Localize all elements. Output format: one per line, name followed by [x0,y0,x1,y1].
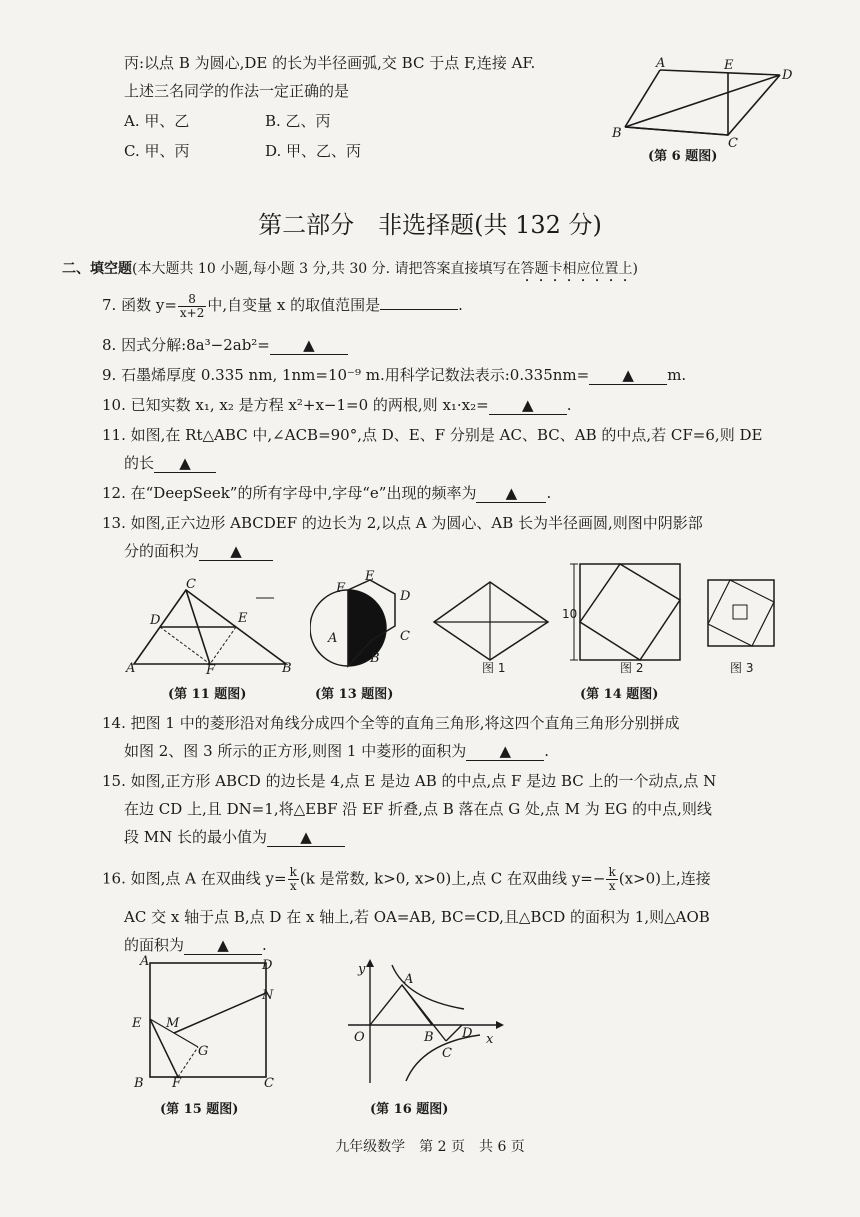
fig13-label-c: C [400,629,410,644]
question-12: 12. 在“DeepSeek”的所有字母中,字母“e”出现的频率为 ▲ . [102,484,552,502]
q16-frac2-den: x [608,879,616,893]
question-15-line2: 在边 CD 上,且 DN=1,将△EBF 沿 EF 折叠,点 B 落在点 G 处,点 M 为 EG 的中点,则线 [124,800,712,818]
fig14-label-1: 图 1 [482,661,506,675]
q16-text-e: 的面积为 [124,936,185,954]
section-note-emphasis: 答题卡相应位置上 [520,261,633,277]
question-10: 10. 已知实数 x₁, x₂ 是方程 x²+x−1=0 的两根,则 x₁·x₂= ▲ . [102,396,572,414]
fig16-caption: (第 16 题图) [370,1102,449,1117]
q16-frac1-den: x [289,879,297,893]
fig11-triangle [120,576,300,676]
q7-text-a: 7. 函数 y= [102,296,177,314]
q9-answer-blank[interactable]: ▲ [589,367,667,385]
q8-text: 8. 因式分解:8a³−2ab²= [102,336,270,354]
fig11-label-d: D [150,613,161,628]
q13-answer-blank[interactable]: ▲ [199,543,273,561]
q8-answer-blank[interactable]: ▲ [270,337,348,355]
fig13-label-b: B [370,651,380,666]
fig14-side-length: 10 [562,607,578,621]
fig6-caption: (第 6 题图) [648,149,718,164]
q6-option-c: C. 甲、丙 [124,142,190,160]
q11-text-b: 的长 [124,454,155,472]
q14-text-b: 如图 2、图 3 所示的正方形,则图 1 中菱形的面积为 [124,742,467,760]
fig15-label-f: F [172,1076,182,1091]
part2-title: 第二部分 非选择题(共 132 分) [258,211,602,239]
fig14-label-2: 图 2 [620,661,644,675]
q7-denominator: x+2 [179,305,205,320]
section-note-end: ) [632,261,638,277]
fig11-label-f: F [206,663,216,676]
q9-text-a: 9. 石墨烯厚度 0.335 nm, 1nm=10⁻⁹ m.用科学记数法表示:0.335nm= [102,366,590,384]
fig16-label-c: C [442,1046,452,1061]
q13-text-b: 分的面积为 [124,542,200,560]
q14-answer-blank[interactable]: ▲ [466,743,544,761]
question-11-line1: 11. 如图,在 Rt△ABC 中,∠ACB=90°,点 D、E、F 分别是 AC、BC、AB 的中点,若 CF=6,则 DE [102,426,763,444]
fig6-label-e: E [724,58,734,73]
question-8 [102,334,348,356]
fig6-parallelogram [600,55,820,150]
fig15-caption: (第 15 题图) [160,1102,239,1117]
fig6-label-c: C [728,136,738,150]
question-15-line3 [124,826,345,848]
fig11-label-a: A [126,661,136,676]
q6-option-a: A. 甲、乙 [124,112,190,130]
fig16-label-y: y [358,962,366,977]
fig16-label-d: D [462,1026,473,1041]
fig15-label-d: D [262,958,273,973]
page-footer: 九年级数学 第 2 页 共 6 页 [335,1139,525,1155]
section-instructions [62,258,638,285]
fig15-label-e: E [132,1016,142,1031]
q16-text-b: (k 是常数, k>0, x>0)上,点 C 在双曲线 y=− [299,869,606,888]
q10-answer-blank[interactable]: ▲ [489,397,567,415]
q7-text-b: 中,自变量 x 的取值范围是 [207,296,381,314]
question-11-line2 [124,452,216,474]
fig14-caption: (第 14 题图) [580,687,659,702]
q10-text: 10. 已知实数 x₁, x₂ 是方程 x²+x−1=0 的两根,则 x₁·x₂= [102,396,489,414]
question-13-line2 [124,540,273,562]
q7-numerator: 8 [178,293,206,307]
fig13-label-d: D [400,589,411,604]
q9-text-b: m. [667,366,687,384]
question-7: 7. 函数 y= $\frac{8}{x+2}$ 中,自变量 x 的取值范围是 . [102,291,463,320]
q6-ask: 上述三名同学的作法一定正确的是 [124,82,350,100]
q6-option-b: B. 乙、丙 [265,112,331,130]
fig13-caption: (第 13 题图) [315,687,394,702]
q16-fraction-1 [288,866,299,893]
q6-option-bing: 丙:以点 B 为圆心,DE 的长为半径画弧,交 BC 于点 F,连接 AF. [124,54,536,72]
q6-option-d: D. 甲、乙、丙 [265,142,362,160]
q16-fraction-2 [606,866,617,893]
fig16-label-b: B [424,1030,434,1045]
fig16-label-a: A [404,972,414,987]
q15-text-c: 段 MN 长的最小值为 [124,828,268,846]
fig13-label-a: A [328,631,338,646]
q16-text-a: 16. 如图,点 A 在双曲线 y= [102,869,287,888]
fig13-hexagon [310,570,435,680]
fig11-caption: (第 11 题图) [168,687,247,702]
q16-frac2-num: k [608,865,616,879]
fig13-label-e: E [365,570,375,584]
q11-answer-blank[interactable]: ▲ [154,455,216,473]
fig15-label-c: C [264,1076,274,1091]
fig16-hyperbola [340,955,510,1093]
q12-answer-blank[interactable]: ▲ [476,485,546,503]
question-16-line2: AC 交 x 轴于点 B,点 D 在 x 轴上,若 OA=AB, BC=CD,且△BCD 的面积为 1,则△AOB [124,908,710,926]
fig15-label-n: N [262,988,274,1003]
fig6-label-d: D [782,68,793,83]
fig13-label-f: F [336,581,346,596]
q15-answer-blank[interactable]: ▲ [267,829,345,847]
fig11-label-b: B [282,661,292,676]
fig15-square [128,955,288,1093]
question-14-line2: 如图 2、图 3 所示的正方形,则图 1 中菱形的面积为 ▲ . [124,742,550,760]
section-heading: 二、填空题 [62,261,132,277]
question-16-line1 [102,866,711,893]
q16-frac1-num: k [289,865,297,879]
fig15-label-g: G [198,1044,209,1059]
fig11-label-e: E [238,611,248,626]
fig6-label-b: B [612,126,622,141]
fig15-label-a: A [140,955,150,969]
fig14-figures [430,560,790,680]
fig14-label-3: 图 3 [730,661,754,675]
question-9 [102,364,686,386]
q16-text-c: (x>0)上,连接 [618,869,711,888]
question-15-line1: 15. 如图,正方形 ABCD 的边长是 4,点 E 是边 AB 的中点,点 F 是边 BC 上的一个动点,点 N [102,772,717,790]
fig16-label-o: O [354,1030,365,1045]
q7-answer-blank[interactable] [380,292,458,310]
q12-text: 12. 在“DeepSeek”的所有字母中,字母“e”出现的频率为 [102,484,477,502]
fig11-label-c: C [186,577,196,592]
question-14-line1: 14. 把图 1 中的菱形沿对角线分成四个全等的直角三角形,将这四个直角三角形分别拼成 [102,714,680,732]
fig15-label-b: B [134,1076,144,1091]
q7-fraction [178,293,206,320]
question-16-line3: 的面积为 ▲ . [124,936,267,954]
question-13-line1: 13. 如图,正六边形 ABCDEF 的边长为 2,以点 A 为圆心、AB 长为半径画圆,则图中阴影部 [102,514,703,532]
fig6-label-a: A [656,56,666,71]
fig15-label-m: M [166,1016,180,1031]
q16-answer-blank[interactable]: ▲ [184,937,262,955]
fig16-label-x: x [486,1032,494,1047]
section-note: (本大题共 10 小题,每小题 3 分,共 30 分. 请把答案直接填写在 [132,261,521,277]
